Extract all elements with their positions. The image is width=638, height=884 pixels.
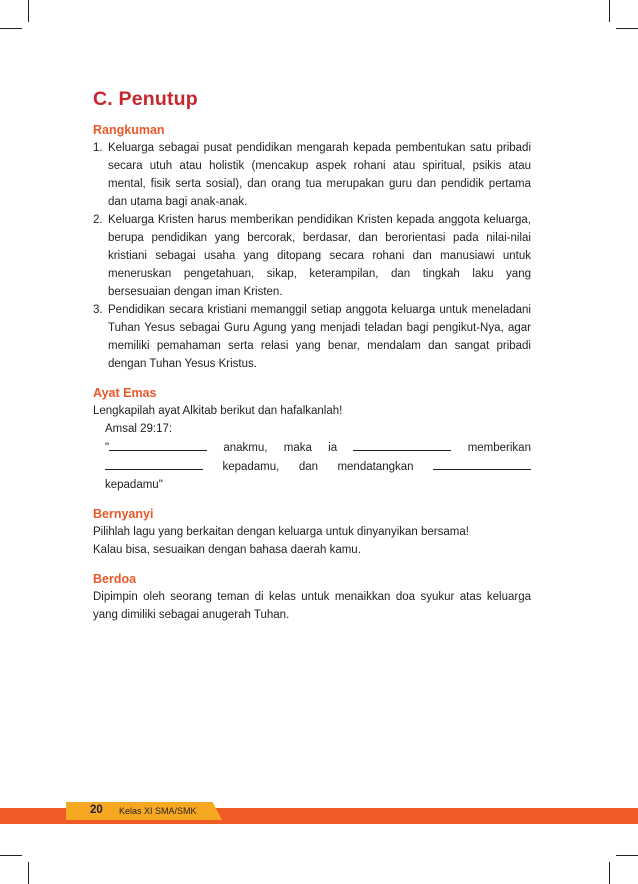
list-text: Pendidikan secara kristiani memanggil setiap anggota keluarga untuk meneladani Tuhan Yesus sebagai Guru Agung yang menjadi teladan bagi pengikut-Nya, agar memiliki pemahaman serta relasi yang benar, mendalam dan sangat pribadi dengan Tuhan Yesus Kristus. — [108, 304, 531, 370]
list-number: 3. — [93, 304, 103, 316]
list-item — [93, 211, 531, 301]
verse-word: dan — [298, 461, 318, 473]
verse-word: anakmu, — [223, 442, 268, 454]
bernyanyi-line: Kalau bisa, sesuaikan dengan bahasa daerah kamu. — [93, 544, 361, 556]
crop-mark — [28, 0, 29, 22]
verse-line — [105, 438, 531, 457]
page-number: 20 — [90, 804, 103, 816]
verse-line: kepadamu" — [105, 479, 163, 491]
book-name: Kelas XI SMA/SMK — [119, 806, 197, 816]
crop-mark — [616, 855, 638, 856]
verse-word: memberikan — [467, 442, 531, 454]
fill-in-blank — [353, 438, 451, 451]
ayat-emas-heading: Ayat Emas — [93, 386, 157, 400]
summary-list — [93, 139, 531, 373]
verse-segment: " — [105, 438, 207, 457]
crop-mark — [609, 0, 610, 22]
bernyanyi-line: Pilihlah lagu yang berkaitan dengan keluarga untuk dinyanyikan bersama! — [93, 526, 469, 538]
fill-in-blank — [109, 438, 207, 451]
list-item — [93, 139, 531, 211]
crop-mark — [0, 855, 22, 856]
crop-mark — [0, 28, 22, 29]
list-item — [93, 301, 531, 373]
page-footer — [0, 802, 638, 824]
list-number: 2. — [93, 214, 103, 226]
verse-block — [93, 420, 531, 494]
verse-word: mendatangkan — [337, 461, 414, 473]
verse-word: ia — [328, 442, 338, 454]
verse-word: maka — [283, 442, 312, 454]
crop-mark — [616, 28, 638, 29]
ayat-emas-instruction: Lengkapilah ayat Alkitab berikut dan hafalkanlah! — [93, 405, 343, 417]
list-number: 1. — [93, 142, 103, 154]
bernyanyi-section — [93, 507, 531, 559]
crop-mark — [609, 862, 610, 884]
list-text: Keluarga sebagai pusat pendidikan mengarah kepada pembentukan satu pribadi secara utuh atau holistik (mencakup aspek rohani atau spiritual, psikis atau mental, fisik serta sosial), dan orang tua merupakan guru dan pendidik pertama dan utama bagi anak-anak. — [108, 142, 531, 208]
ayat-emas-section — [93, 386, 531, 494]
berdoa-section — [93, 572, 531, 624]
verse-line — [105, 457, 531, 476]
fill-in-blank — [105, 457, 203, 470]
rangkuman-heading: Rangkuman — [93, 123, 165, 137]
berdoa-text: Dipimpin oleh seorang teman di kelas untuk menaikkan doa syukur atas keluarga yang dimiliki sebagai anugerah Tuhan. — [93, 591, 531, 621]
rangkuman-section — [93, 123, 531, 373]
verse-word: kepadamu, — [222, 461, 280, 473]
list-text: Keluarga Kristen harus memberikan pendidikan Kristen kepada anggota keluarga, berupa pendidikan yang bercorak, berdasar, dan berorientasi pada nilai-nilai kristiani sebagai usaha yang ditopang secara rohani dan manusiawi untuk meneruskan pengetahuan, sikap, keterampilan, dan tingkah laku yang bersesuaian dengan iman Kristen. — [108, 214, 531, 298]
crop-mark — [28, 862, 29, 884]
fill-in-blank — [433, 457, 531, 470]
verse-reference: Amsal 29:17: — [105, 423, 173, 435]
page-content — [93, 88, 531, 624]
section-title: C. Penutup — [93, 88, 198, 110]
bernyanyi-heading: Bernyanyi — [93, 507, 154, 521]
berdoa-heading: Berdoa — [93, 572, 137, 586]
